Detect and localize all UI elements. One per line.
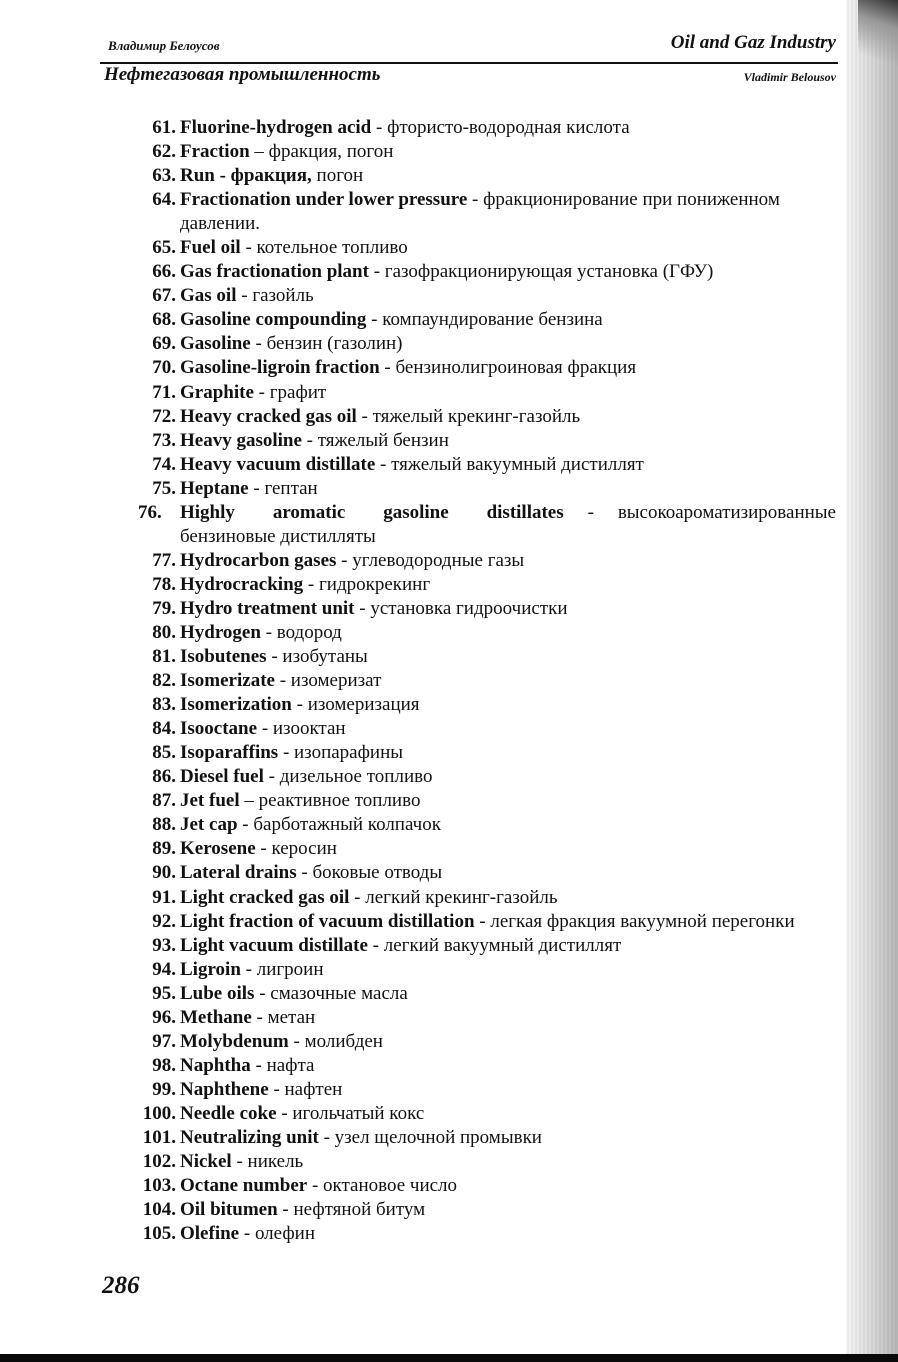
entry-number: 91. bbox=[152, 886, 176, 908]
entry-separator: - bbox=[278, 742, 295, 764]
entry-term: Hydrogen bbox=[180, 621, 261, 643]
entry-definition: фракция, погон bbox=[268, 141, 394, 163]
entry-definition: боковые отводы bbox=[312, 862, 443, 884]
entry-number: 82. bbox=[152, 670, 176, 692]
entry-definition: смазочные масла bbox=[270, 982, 408, 1004]
glossary-entry bbox=[138, 982, 836, 1006]
entry-definition: молибден bbox=[304, 1030, 383, 1052]
entry-number: 83. bbox=[152, 694, 176, 716]
entry-separator: - bbox=[236, 285, 253, 307]
entry-separator: - bbox=[251, 1006, 268, 1028]
entry-number: 88. bbox=[152, 814, 176, 836]
entry-term: Neutralizing unit bbox=[180, 1126, 319, 1148]
entry-definition: гидрокрекинг bbox=[318, 573, 431, 595]
entry-number: 105. bbox=[142, 1223, 176, 1245]
entry-number: 98. bbox=[152, 1054, 176, 1076]
entry-term: Gas fractionation plant bbox=[180, 261, 369, 283]
entry-separator: - bbox=[367, 934, 384, 956]
glossary-entry bbox=[138, 1054, 836, 1078]
glossary-entry bbox=[138, 837, 836, 861]
entry-separator: - bbox=[296, 862, 313, 884]
entry-term: Graphite bbox=[180, 381, 254, 403]
entry-separator: - bbox=[276, 1102, 293, 1124]
entry-definition: газофракционирующая установка (ГФУ) bbox=[384, 261, 714, 283]
entry-separator: - bbox=[291, 694, 308, 716]
page-number: 286 bbox=[102, 1272, 140, 1299]
entry-number: 84. bbox=[152, 718, 176, 740]
scan-edge-shadow bbox=[846, 0, 898, 1362]
glossary-entry bbox=[138, 910, 836, 934]
entry-term: Oil bitumen bbox=[180, 1199, 278, 1221]
entry-definition: фтористо-водородная кислота bbox=[387, 117, 630, 138]
entry-number: 75. bbox=[152, 477, 176, 499]
glossary-entry bbox=[138, 1030, 836, 1054]
entry-definition: никель bbox=[247, 1151, 304, 1173]
entry-term: Needle coke bbox=[180, 1102, 277, 1124]
entry-term: Jet cap bbox=[180, 814, 238, 836]
entry-definition: гептан bbox=[264, 477, 318, 499]
entry-separator: - bbox=[366, 309, 383, 331]
entry-term: Run - фракция, bbox=[180, 165, 312, 187]
glossary-entry bbox=[138, 1126, 836, 1150]
entry-number: 93. bbox=[152, 934, 176, 956]
entry-definition: метан bbox=[267, 1006, 316, 1028]
entry-definition: тяжелый крекинг-газойль bbox=[372, 405, 581, 427]
entry-number: 72. bbox=[152, 405, 176, 427]
glossary-entry bbox=[138, 405, 836, 429]
scan-corner-shadow bbox=[858, 0, 898, 70]
entry-definition: октановое число bbox=[323, 1175, 458, 1197]
entry-definition: керосин bbox=[271, 838, 337, 860]
entry-number: 87. bbox=[152, 790, 176, 812]
entry-number: 71. bbox=[152, 381, 176, 403]
entry-number: 81. bbox=[152, 646, 176, 668]
entry-separator: - bbox=[288, 1030, 305, 1052]
entry-number: 96. bbox=[152, 1006, 176, 1028]
entry-number: 77. bbox=[152, 549, 176, 571]
entry-separator: - bbox=[318, 1126, 335, 1148]
entry-number: 92. bbox=[152, 910, 176, 932]
entry-definition: узел щелочной промывки bbox=[334, 1126, 542, 1148]
entry-term: Highly aromatic gasoline distillates bbox=[180, 501, 564, 523]
entry-term: Fraction bbox=[180, 141, 250, 163]
entry-number: 64. bbox=[152, 189, 176, 211]
entry-number: 67. bbox=[152, 285, 176, 307]
entry-term: Fractionation under lower pressure bbox=[180, 189, 468, 211]
entry-term: Isomerization bbox=[180, 694, 292, 716]
entry-separator: - bbox=[371, 117, 388, 138]
entry-separator: - bbox=[274, 670, 291, 692]
glossary-entry bbox=[138, 116, 836, 140]
entry-definition: барботажный колпачок bbox=[253, 814, 441, 836]
entry-term: Lateral drains bbox=[180, 862, 297, 884]
glossary-entry bbox=[138, 1102, 836, 1126]
glossary-entry bbox=[138, 260, 836, 284]
entry-separator: - bbox=[260, 621, 277, 643]
glossary-entry bbox=[138, 886, 836, 910]
entry-number: 102. bbox=[142, 1151, 176, 1173]
entry-number: 85. bbox=[152, 742, 176, 764]
glossary-list bbox=[138, 116, 836, 1246]
entry-separator: - bbox=[250, 1054, 267, 1076]
entry-definition: нафтен bbox=[284, 1078, 343, 1100]
entry-term: Methane bbox=[180, 1006, 252, 1028]
entry-definition: изомеризат bbox=[290, 670, 382, 692]
entry-separator: – bbox=[249, 141, 269, 163]
entry-definition: легкая фракция вакуумной перегонки bbox=[490, 910, 795, 932]
entry-number: 101. bbox=[142, 1126, 176, 1148]
entry-definition: реактивное топливо bbox=[258, 790, 421, 812]
entry-definition: графит bbox=[269, 381, 327, 403]
entry-separator: - bbox=[563, 501, 618, 523]
glossary-entry bbox=[138, 429, 836, 453]
entry-separator: - bbox=[356, 405, 373, 427]
entry-term: Heavy cracked gas oil bbox=[180, 405, 357, 427]
entry-number: 90. bbox=[152, 862, 176, 884]
entry-term: Heavy gasoline bbox=[180, 429, 302, 451]
entry-separator: - bbox=[253, 381, 270, 403]
glossary-entry bbox=[138, 693, 836, 717]
entry-separator: - bbox=[467, 189, 484, 211]
entry-separator: - bbox=[277, 1199, 294, 1221]
entry-term: Gasoline compounding bbox=[180, 309, 367, 331]
glossary-entry bbox=[138, 477, 836, 501]
glossary-entry bbox=[138, 765, 836, 789]
entry-number: 61. bbox=[152, 117, 176, 138]
entry-definition: высокоароматизированные бензиновые дистилляты bbox=[180, 501, 836, 547]
entry-term: Isooctane bbox=[180, 718, 258, 740]
entry-separator: - bbox=[255, 838, 272, 860]
entry-number: 86. bbox=[152, 766, 176, 788]
entry-number: 62. bbox=[152, 141, 176, 163]
entry-separator: - bbox=[336, 549, 353, 571]
glossary-entry bbox=[138, 1198, 836, 1222]
entry-separator: - bbox=[237, 814, 254, 836]
glossary-entry bbox=[138, 356, 836, 380]
entry-number: 99. bbox=[152, 1078, 176, 1100]
entry-number: 94. bbox=[152, 958, 176, 980]
glossary-entry bbox=[138, 669, 836, 693]
entry-term: Nickel bbox=[180, 1151, 232, 1173]
entry-definition: котельное топливо bbox=[256, 237, 408, 259]
entry-separator: - bbox=[239, 1223, 255, 1245]
entry-definition: бензин (газолин) bbox=[266, 333, 403, 355]
entry-number: 76. bbox=[138, 501, 162, 523]
entry-separator: - bbox=[266, 646, 283, 668]
entry-definition: дизельное топливо bbox=[279, 766, 433, 788]
header-title-en: Oil and Gaz Industry bbox=[670, 32, 836, 53]
entry-definition: компаундирование бензина bbox=[382, 309, 603, 331]
entry-separator: - bbox=[268, 1078, 285, 1100]
entry-number: 66. bbox=[152, 261, 176, 283]
entry-term: Isoparaffins bbox=[180, 742, 279, 764]
entry-term: Jet fuel bbox=[180, 790, 240, 812]
entry-definition: установка гидроочистки bbox=[370, 597, 568, 619]
glossary-entry bbox=[138, 861, 836, 885]
entry-number: 63. bbox=[152, 165, 176, 187]
entry-term: Octane number bbox=[180, 1175, 308, 1197]
entry-number: 80. bbox=[152, 621, 176, 643]
entry-number: 68. bbox=[152, 309, 176, 331]
glossary-entry bbox=[138, 645, 836, 669]
entry-definition: изобутаны bbox=[282, 646, 368, 668]
entry-number: 104. bbox=[142, 1199, 176, 1221]
entry-term: Gas oil bbox=[180, 285, 237, 307]
entry-term: Isobutenes bbox=[180, 646, 267, 668]
entry-number: 100. bbox=[142, 1102, 176, 1124]
entry-definition: тяжелый бензин bbox=[317, 429, 449, 451]
entry-separator: - bbox=[354, 597, 371, 619]
glossary-entry bbox=[138, 501, 836, 549]
glossary-entry bbox=[138, 284, 836, 308]
entry-term: Olefine bbox=[180, 1223, 240, 1245]
entry-term: Hydrocracking bbox=[180, 573, 304, 595]
entry-definition: водород bbox=[276, 621, 342, 643]
glossary-entry bbox=[138, 789, 836, 813]
entry-definition: изопарафины bbox=[294, 742, 404, 764]
glossary-entry bbox=[138, 332, 836, 356]
entry-definition: погон bbox=[316, 165, 364, 187]
entry-term: Light cracked gas oil bbox=[180, 886, 350, 908]
entry-separator: - bbox=[375, 453, 392, 475]
entry-definition: легкий вакуумный дистиллят bbox=[383, 934, 622, 956]
entry-definition: фракционирование при пониженном давлении. bbox=[180, 189, 780, 235]
glossary-entry bbox=[138, 453, 836, 477]
entry-separator: - bbox=[301, 429, 318, 451]
entry-separator: - bbox=[263, 766, 280, 788]
entry-term: Naphtha bbox=[180, 1054, 251, 1076]
glossary-entry bbox=[138, 308, 836, 332]
header-author-ru: Владимир Белоусов bbox=[108, 38, 220, 53]
glossary-entry bbox=[138, 1078, 836, 1102]
entry-term: Ligroin bbox=[180, 958, 241, 980]
entry-definition: углеводородные газы bbox=[352, 549, 525, 571]
entry-number: 70. bbox=[152, 357, 176, 379]
entry-separator: - bbox=[257, 718, 273, 740]
entry-definition: игольчатый кокс bbox=[292, 1102, 425, 1124]
entry-definition: бензинолигроиновая фракция bbox=[395, 357, 637, 379]
glossary-entry bbox=[138, 140, 836, 164]
glossary-entry bbox=[138, 741, 836, 765]
glossary-entry bbox=[138, 188, 836, 236]
glossary-entry bbox=[138, 573, 836, 597]
entry-number: 103. bbox=[142, 1175, 176, 1197]
entry-term: Kerosene bbox=[180, 838, 256, 860]
entry-definition: тяжелый вакуумный дистиллят bbox=[391, 453, 644, 475]
glossary-entry bbox=[138, 164, 836, 188]
entry-number: 73. bbox=[152, 429, 176, 451]
glossary-entry bbox=[138, 717, 836, 741]
entry-number: 65. bbox=[152, 237, 176, 259]
entry-number: 78. bbox=[152, 573, 176, 595]
entry-separator: - bbox=[307, 1175, 324, 1197]
header-author-en: Vladimir Belousov bbox=[743, 70, 836, 84]
entry-number: 89. bbox=[152, 838, 176, 860]
entry-separator: - bbox=[474, 910, 491, 932]
glossary-entry bbox=[138, 236, 836, 260]
entry-number: 97. bbox=[152, 1030, 176, 1052]
glossary-entry bbox=[138, 621, 836, 645]
entry-term: Diesel fuel bbox=[180, 766, 264, 788]
glossary-entry bbox=[138, 381, 836, 405]
entry-separator: - bbox=[303, 573, 319, 595]
entry-term: Fluorine-hydrogen acid bbox=[180, 117, 372, 138]
entry-separator: - bbox=[254, 982, 271, 1004]
entry-definition: газойль bbox=[252, 285, 314, 307]
entry-definition: легкий крекинг-газойль bbox=[365, 886, 558, 908]
entry-term: Light vacuum distillate bbox=[180, 934, 368, 956]
glossary-entry bbox=[138, 597, 836, 621]
glossary-entry bbox=[138, 549, 836, 573]
entry-separator: - bbox=[379, 357, 396, 379]
entry-term: Heavy vacuum distillate bbox=[180, 453, 376, 475]
entry-term: Gasoline bbox=[180, 333, 251, 355]
scan-bottom-edge bbox=[0, 1354, 898, 1362]
glossary-entry bbox=[138, 1006, 836, 1030]
glossary-entry bbox=[138, 1222, 836, 1246]
glossary-entry bbox=[138, 1174, 836, 1198]
glossary-entry bbox=[138, 958, 836, 982]
entry-definition: изооктан bbox=[272, 718, 346, 740]
entry-term: Hydro treatment unit bbox=[180, 597, 355, 619]
entry-separator: - bbox=[231, 1151, 248, 1173]
entry-definition: нефтяной битум bbox=[293, 1199, 426, 1221]
header-title-ru: Нефтегазовая промышленность bbox=[104, 64, 381, 85]
entry-term: Fuel oil bbox=[180, 237, 241, 259]
entry-definition: олефин bbox=[254, 1223, 315, 1245]
entry-number: 79. bbox=[152, 597, 176, 619]
entry-term: Hydrocarbon gases bbox=[180, 549, 337, 571]
entry-number: 69. bbox=[152, 333, 176, 355]
entry-separator: - bbox=[240, 958, 257, 980]
entry-separator: - bbox=[250, 333, 267, 355]
glossary-entry bbox=[138, 1150, 836, 1174]
entry-term: Molybdenum bbox=[180, 1030, 289, 1052]
entry-separator: – bbox=[239, 790, 259, 812]
glossary-entry bbox=[138, 934, 836, 958]
entry-term: Gasoline-ligroin fraction bbox=[180, 357, 380, 379]
entry-term: Isomerizate bbox=[180, 670, 275, 692]
entry-separator: - bbox=[368, 261, 385, 283]
entry-term: Lube oils bbox=[180, 982, 255, 1004]
entry-separator: - bbox=[248, 477, 265, 499]
entry-separator: - bbox=[349, 886, 366, 908]
entry-separator: - bbox=[240, 237, 257, 259]
entry-term: Heptane bbox=[180, 477, 249, 499]
entry-number: 74. bbox=[152, 453, 176, 475]
entry-definition: лигроин bbox=[256, 958, 324, 980]
entry-definition: нафта bbox=[266, 1054, 315, 1076]
entry-term: Naphthene bbox=[180, 1078, 269, 1100]
entry-number: 95. bbox=[152, 982, 176, 1004]
entry-definition: изомеризация bbox=[307, 694, 420, 716]
glossary-entry bbox=[138, 813, 836, 837]
entry-term: Light fraction of vacuum distillation bbox=[180, 910, 475, 932]
